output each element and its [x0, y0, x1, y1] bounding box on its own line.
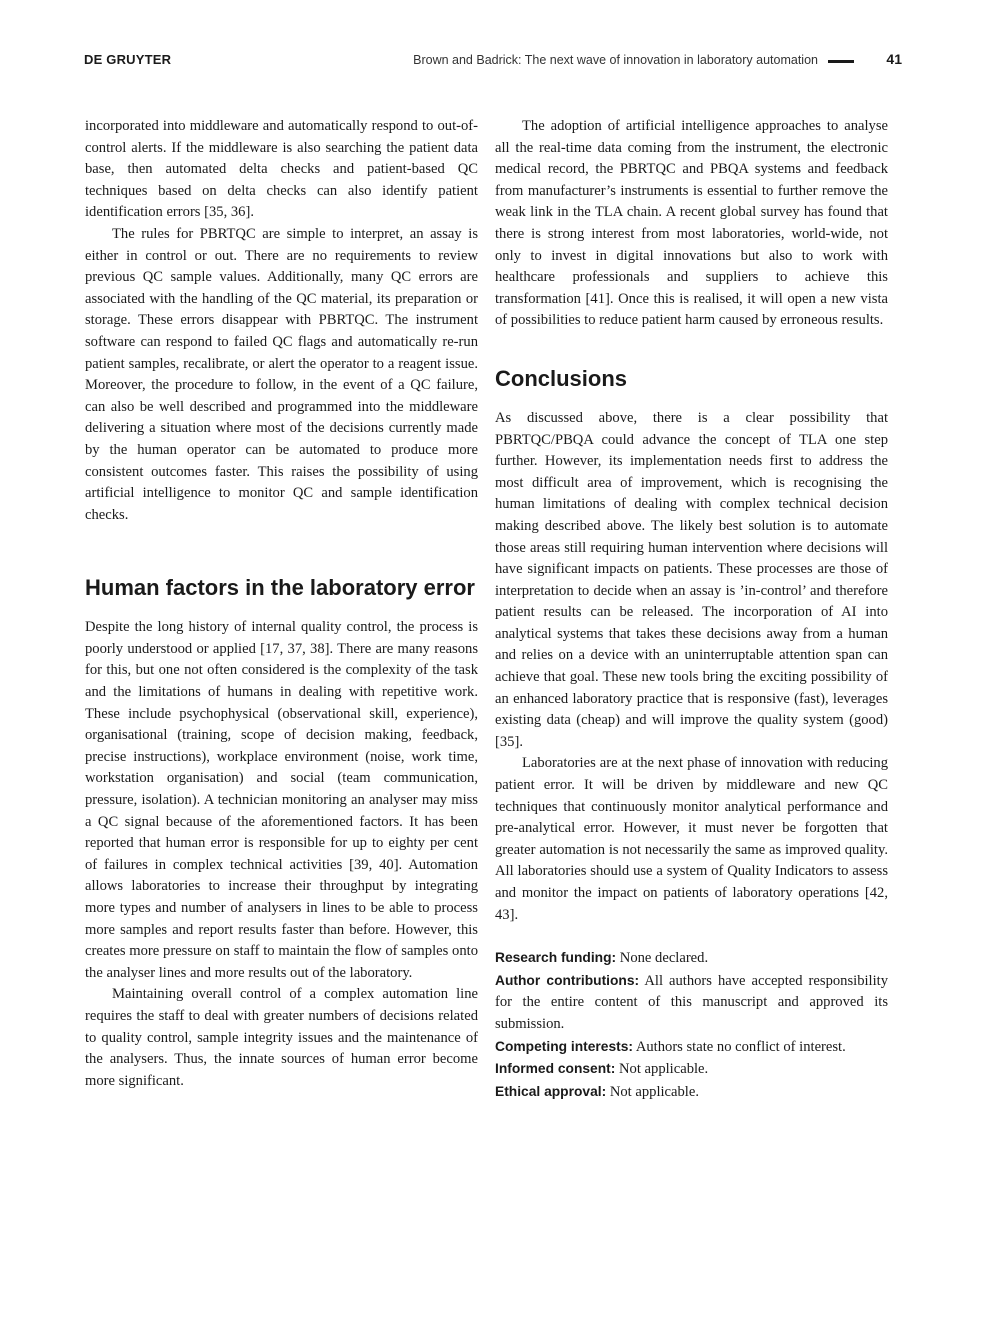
paragraph: As discussed above, there is a clear possibility that PBRTQC/PBQA could advance the concept of TLA one step further. However, its implementation needs first to address the most difficult area of improvement, which is recognising the human limitations of dealing with complex technical decision making described above. The likely best solution is to automate those areas still requiring human intervention where decisions will have significant impacts on patients. These processes are those of interpretation to decide when an assay is ’in-control’ and therefore patient results can be released. The incorporation of AI into analytical systems that takes these decisions away from a human and relies on a device with an uninterruptable attention span can achieve that goal. These new tools bring the exciting possibility of an enhanced laboratory practice that is responsive (fast), leverages existing data (cheap) and will improve the quality system (good) [35].	[495, 409, 888, 750]
declaration-text: Not applicable.	[619, 1061, 709, 1078]
declaration-label: Author contributions:	[495, 972, 640, 988]
declaration-text: Authors state no conflict of interest.	[635, 1038, 846, 1055]
page-header	[84, 51, 902, 72]
publisher-logo: DE GRUYTER	[84, 52, 172, 67]
declaration-informed-consent	[495, 1058, 888, 1081]
declaration-text: All authors have accepted responsibility for the entire content of this manuscript and approved its submission.	[495, 972, 889, 1032]
declaration-research-funding	[495, 947, 888, 970]
declaration-text: None declared.	[619, 950, 709, 967]
paragraph: incorporated into middleware and automatically respond to out-of-control alerts. If the middleware is also searching the patient data base, then automated delta checks and patient-based QC techniques based on delta checks can also identify patient identification errors [35, 36].	[85, 118, 478, 221]
paragraph: The rules for PBRTQC are simple to interpret, an assay is either in control or out. There are no requirements to review previous QC sample values. Additionally, many QC errors are associated with the handling of the QC material, its preparation or storage. These errors disappear with PBRTQC. The instrument software can respond to failed QC flags and automatically re-run patient samples, recalibrate, or alert the operator to a reagent issue. Moreover, the procedure to follow, in the event of a QC failure, can also be well described and programmed into the middleware delivering a situation where most of the decisions currently made by the human operator can be automated to produce more consistent outcomes faster. This raises the possibility of using artificial intelligence to monitor QC and sample identification checks.	[85, 225, 478, 523]
right-column	[495, 116, 888, 1103]
left-column	[85, 116, 478, 1092]
declaration-label: Research funding:	[495, 950, 617, 966]
paragraph: Maintaining overall control of a complex automation line requires the staff to deal with greater numbers of decisions related to quality control, sample integrity issues and the maintenance of the analysers. Thus, the innate sources of human error become more significant.	[85, 986, 478, 1089]
declaration-ethical-approval	[495, 1081, 888, 1104]
page-number: 41	[886, 51, 902, 67]
declaration-text: Not applicable.	[609, 1083, 699, 1100]
declaration-label: Competing interests:	[495, 1038, 633, 1054]
declaration-competing-interests	[495, 1036, 888, 1059]
header-rule	[828, 60, 854, 63]
paragraph: Despite the long history of internal quality control, the process is poorly understood or applied [17, 37, 38]. There are many reasons for this, but one not often considered is the complexity of the task and the limitations of humans in dealing with repetitive work. These include psychophysical (observational skill, experience), organisational (training, scope of decision making, feedback, precise instructions), workplace environment (noise, work time, workstation organisation) and social (team communication, pressure, isolation). A technician monitoring an analyser may miss a QC signal because of the aforementioned factors. It has been reported that human error is responsible for up to eighty per cent of failures in complex technical activities [39, 40]. Automation allows laboratories to increase their throughput by integrating more types and number of analysers in lines to be able to process more samples and report results faster than before. However, this creates more pressure on staff to maintain the flow of samples onto the analyser lines and more results out of the laboratory.	[85, 619, 478, 981]
declarations	[495, 947, 888, 1103]
declaration-label: Ethical approval:	[495, 1083, 607, 1099]
paragraph: The adoption of artificial intelligence approaches to analyse all the real-time data coming from the instrument, the electronic medical record, the PBRTQC and PBQA systems and feedback from manufacturer’s instruments is essential to further remove the weak link in the TLA chain. A recent global survey has found that there is strong interest from most laboratories, world-wide, not only to invest in digital innovations but also to work with healthcare professionals and suppliers to achieve this transformation [41]. Once this is realised, it will open a new vista of possibilities to reduce patient harm caused by erroneous results.	[495, 118, 888, 329]
section-heading-conclusions: Conclusions	[495, 365, 628, 391]
declaration-label: Informed consent:	[495, 1061, 616, 1077]
section-heading-human-factors: Human factors in the laboratory error	[85, 575, 475, 601]
paragraph: Laboratories are at the next phase of innovation with reducing patient error. It will be driven by middleware and new QC techniques that continuously monitor analytical performance and pre-analytical error. However, it must never be forgotten that greater automation is not necessarily the same as improved quality. All laboratories should use a system of Quality Indicators to assess and monitor the impact on patients of laboratory operations [42, 43].	[495, 755, 888, 923]
running-title: Brown and Badrick: The next wave of innovation in laboratory automation	[413, 53, 818, 67]
declaration-author-contributions	[495, 970, 888, 1036]
